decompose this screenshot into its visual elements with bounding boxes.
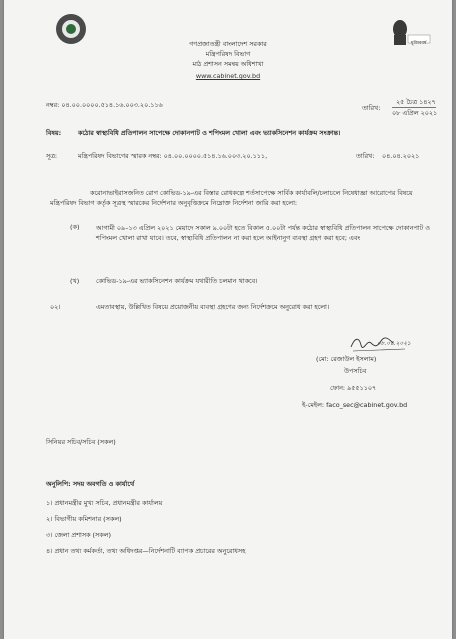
reference-label: সূত্র:: [46, 152, 58, 160]
signature-date: ০৮.০৪.২০২১: [377, 341, 411, 347]
item-marker-kha: (খ): [70, 277, 80, 285]
memo-number-label: নম্বর:: [46, 101, 60, 109]
recipient: সিনিয়র সচিব/সচিব (সকল): [46, 438, 116, 446]
para2-number: ০২।: [50, 303, 61, 311]
signatory-designation: উপসচিব: [344, 367, 367, 375]
memo-number: [46, 101, 163, 109]
header-government: গণপ্রজাতন্ত্রী বাংলাদেশ সরকার: [189, 40, 267, 48]
reference-date-label: তারিখ:: [356, 152, 375, 160]
email-link[interactable]: faco_sec@cabinet.gov.bd: [326, 401, 408, 409]
mujib-badge-label: মুজিববর্ষ: [411, 41, 427, 46]
signatory-phone: ফোন: ৯৫৫১১০৭: [330, 384, 377, 392]
header-website-link[interactable]: www.cabinet.gov.bd: [195, 72, 261, 80]
memo-number-value: ০৪.০০.০০০০.৫১৪.১৬.০০৩.২০.১১৬: [61, 101, 163, 109]
mujib-borsho-logo-icon: [386, 18, 434, 48]
header-division: মন্ত্রিপরিষদ বিভাগ: [205, 50, 251, 58]
date-divider: [392, 107, 436, 108]
email-label: ই-মেইল:: [302, 401, 325, 409]
memo-date-label: তারিখ:: [362, 104, 381, 112]
body-intro: করোনাভাইরাসজনিত রোগ কোভিড-১৯-এর বিস্তার রোধকল্পে শর্তসাপেক্ষে সার্বিক কার্যাবলি/চলাচলে নিষেধাজ্ঞা আরোপের বিষয়ে মন্ত্রিপরিষদ বিভাগ কর্তৃক সূত্রস্থ স্মারকের নির্দেশনার অনুবৃত্তিক্রমে নিম্নোক্ত নির্দেশনা জারি করা হলো:: [50, 189, 413, 207]
item-text-kha: কোভিড-১৯-এর ভ্যাকসিনেশন কার্যক্রম যথারীতি চলমান থাকবে।: [96, 277, 258, 285]
copy-item-2: ২। বিভাগীয় কমিশনার (সকল): [46, 515, 122, 523]
memo-date-bangla: ২৫ চৈত্র ১৪২৭: [396, 98, 436, 106]
letter-page: [4, 0, 452, 639]
para2-text: এমতাবস্থায়, উল্লিখিত বিষয়ে প্রয়োজনীয় ব্যবস্থা গ্রহণের জন্য নির্দেশক্রমে অনুরোধ করা হলো।: [96, 303, 330, 311]
copy-title: অনুলিপি: সদয় অবগতি ও কার্যার্থে: [46, 480, 135, 488]
item-marker-ka: (ক): [70, 223, 80, 231]
government-seal-icon: [56, 14, 86, 44]
memo-date-english: ০৮ এপ্রিল ২০২১: [392, 109, 438, 117]
copy-item-1: ১। প্রধানমন্ত্রীর মুখ্য সচিব, প্রধানমন্ত্রীর কার্যালয়: [46, 499, 163, 507]
item-text-ka: আগামী ০৯–১৩ এপ্রিল ২০২১ মেয়াদে সকাল ৯.০০টা হতে বিকাল ৫.০০টা পর্যন্ত কঠোর স্বাস্থ্যবিধি প্রতিপালন সাপেক্ষে দোকানপাট ও শপিংমল খোলা রাখা যাবে। তবে, স্বাস্থ্যবিধি প্রতিপালন না করা হলে আইনানুগ ব্যবস্থা গ্রহণ করা হবে; এবং: [96, 224, 430, 242]
subject-text: কঠোর স্বাস্থ্যবিধি প্রতিপালন সাপেক্ষে দোকানপাট ও শপিংমল খোলা এবং ভ্যাকসিনেশন কার্যক্রম সংক্রান্ত।: [78, 129, 341, 137]
copy-item-4: ৪। প্রধান তথ্য কর্মকর্তা, তথ্য অধিদপ্তর—নির্দেশনাটি ব্যাপক প্রচারের অনুরোধসহ: [46, 547, 246, 555]
header-section: মাঠ প্রশাসন সমন্বয় অধিশাখা: [192, 60, 264, 68]
subject-label: বিষয়:: [46, 129, 62, 137]
reference-date: ০৪.০৪.২০২১: [382, 152, 420, 160]
signatory-email: [302, 401, 407, 409]
copy-item-3: ৩। জেলা প্রশাসক (সকল): [46, 531, 111, 539]
signatory-name: (মো: রেজাউল ইসলাম): [316, 355, 377, 363]
reference-text: মন্ত্রিপরিষদ বিভাগের স্মারক নম্বর: ০৪.০০.০০০০.৫১৪.১৬.০০৩.২০.১১১,: [78, 152, 268, 160]
